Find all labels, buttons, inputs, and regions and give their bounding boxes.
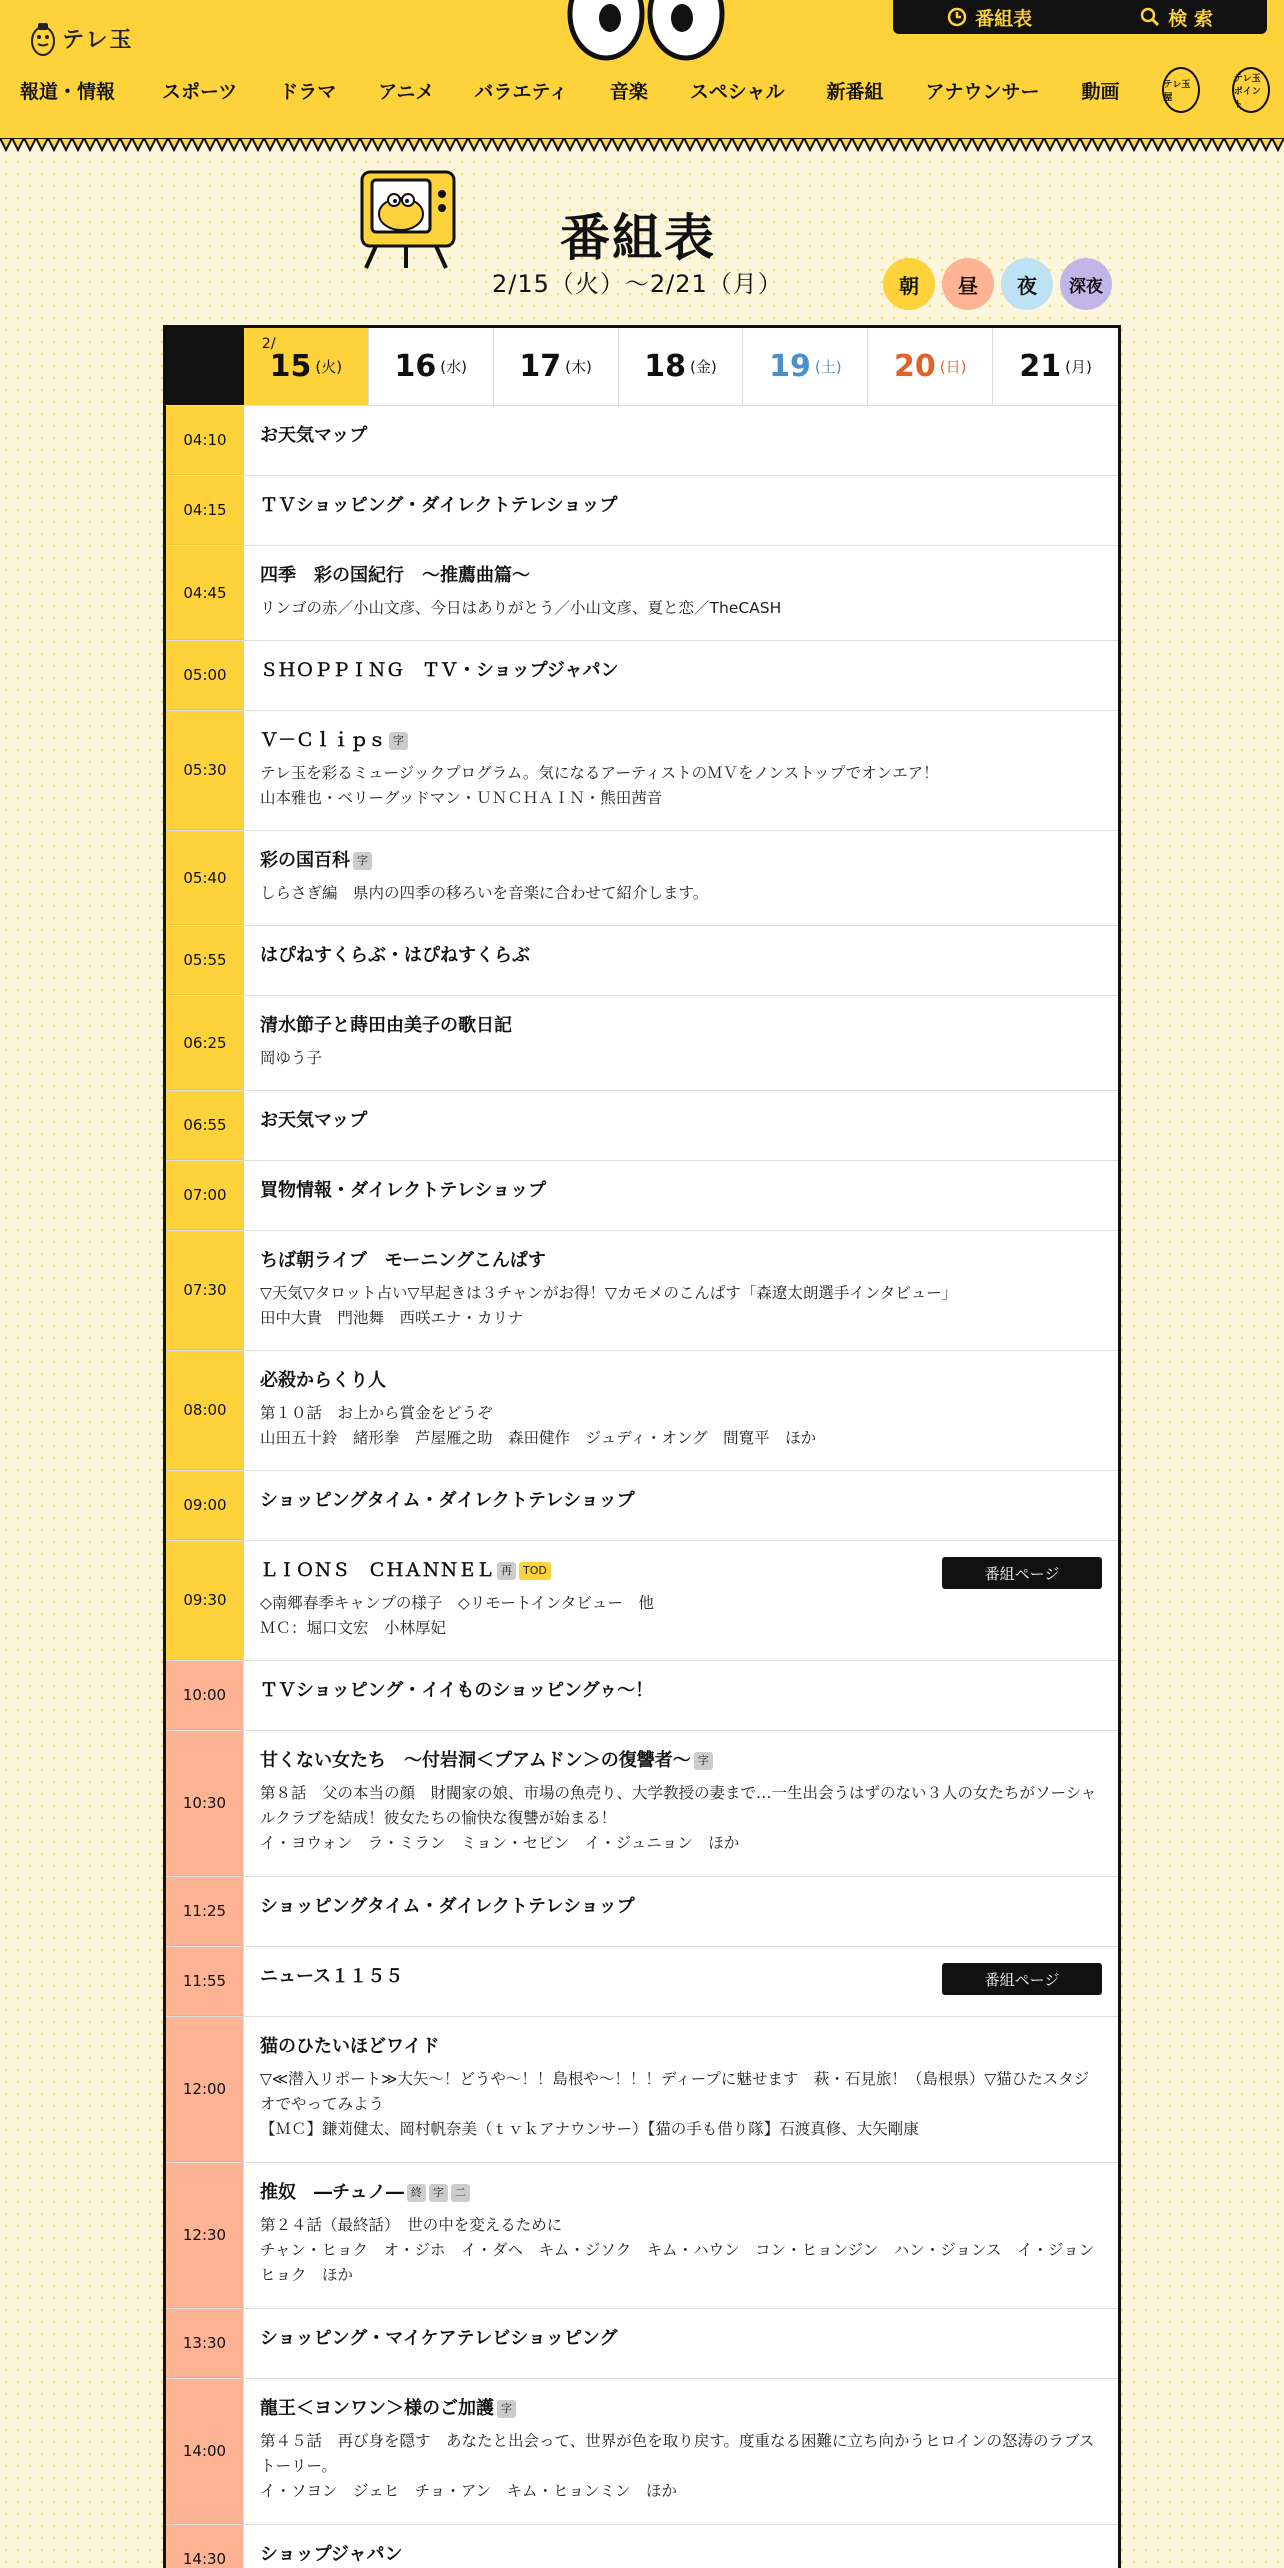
day-tab-weekday: (金) <box>690 358 717 376</box>
program-row <box>166 641 1118 711</box>
program-title[interactable]: 清水節子と蒔田由美子の歌日記 <box>260 1015 512 1036</box>
program-time: 10:30 <box>166 1731 244 1876</box>
program-page-button[interactable]: 番組ページ <box>942 1557 1102 1589</box>
program-row <box>166 1351 1118 1471</box>
program-title[interactable]: ちば朝ライブ モーニングこんぱす <box>260 1250 546 1271</box>
program-title[interactable]: はぴねすくらぶ・はぴねすくらぶ <box>260 945 530 966</box>
program-title[interactable]: お天気マップ <box>260 425 368 446</box>
program-description <box>260 881 1102 906</box>
program-row <box>166 1231 1118 1351</box>
main-nav <box>20 60 1270 120</box>
program-list <box>166 406 1118 2568</box>
program-description-line: イ・ヨウォン ラ・ミラン ミョン・セビン イ・ジュニョン ほか <box>260 1834 740 1853</box>
program-description-line: リンゴの赤／小山文彦、今日はありがとう／小山文彦、夏と恋／TheCASH <box>260 599 782 618</box>
program-title[interactable]: ＳＨＯＰＰＩＮＧ ＴＶ・ショップジャパン <box>260 660 619 681</box>
program-cell[interactable] <box>244 2017 1118 2162</box>
program-badge: 二 <box>451 2184 470 2202</box>
program-title[interactable]: 龍王＜ヨンワン＞様のご加護 <box>260 2398 494 2419</box>
date-range: 2/15（火）〜2/21（月） <box>492 270 783 298</box>
time-of-day-filter <box>883 258 1112 310</box>
program-description <box>260 1281 1102 1331</box>
day-tab-weekday: (月) <box>1065 358 1092 376</box>
program-row <box>166 1091 1118 1161</box>
program-cell[interactable] <box>244 2379 1118 2524</box>
program-badge: TOD <box>519 1562 551 1580</box>
program-time: 08:00 <box>166 1351 244 1470</box>
day-tab-date: 15 <box>269 349 312 384</box>
program-cell[interactable] <box>244 1231 1118 1350</box>
day-tab-date: 17 <box>519 349 562 384</box>
program-cell[interactable] <box>244 1731 1118 1876</box>
tod-morning-button[interactable]: 朝 <box>883 258 935 310</box>
program-time: 06:55 <box>166 1091 244 1160</box>
mascot-eyes-icon <box>566 0 726 62</box>
site-logo[interactable] <box>30 18 134 58</box>
program-time: 05:00 <box>166 641 244 710</box>
teletama-point-icon[interactable] <box>1232 67 1270 113</box>
program-description-line: イ・ソヨン ジェヒ チョ・アン キム・ヒョンミン ほか <box>260 2482 677 2501</box>
program-time: 04:15 <box>166 476 244 545</box>
program-title[interactable]: 猫のひたいほどワイド <box>260 2036 440 2057</box>
program-title[interactable]: ニュース１１５５ <box>260 1966 404 1987</box>
tod-latenight-button[interactable]: 深夜 <box>1060 258 1112 310</box>
program-description-line: ▽≪潜入リポート≫大矢～！どうや～！！島根や～！！！ディープに魅せます 萩・石見旅！（島根県）▽猫ひたスタジオでやってみよう <box>260 2070 1090 2114</box>
nav-variety[interactable]: バラエティ <box>474 80 568 103</box>
nav-drama[interactable]: ドラマ <box>279 80 337 103</box>
program-time: 12:30 <box>166 2163 244 2308</box>
program-description-line: 第１０話 お上から賞金をどうぞ <box>260 1404 493 1423</box>
program-time: 04:45 <box>166 546 244 640</box>
teletama-point-label: テレ玉ポイント <box>1233 73 1261 110</box>
program-row <box>166 1471 1118 1541</box>
nav-news[interactable]: 報道・情報 <box>20 80 116 103</box>
teletama-shop-label: テレ玉屋 <box>1163 80 1191 103</box>
program-description-line: 田中大貴 門池舞 西咲エナ・カリナ <box>260 1309 524 1328</box>
nav-music[interactable]: 音楽 <box>609 80 648 103</box>
nav-video[interactable]: 動画 <box>1081 80 1120 103</box>
program-description-line: しらさぎ編 県内の四季の移ろいを音楽に合わせて紹介します。 <box>260 884 709 903</box>
nav-new-programs[interactable]: 新番組 <box>826 80 884 103</box>
day-tab-20[interactable] <box>868 328 993 405</box>
day-tabs-corner <box>166 328 244 405</box>
program-time: 14:30 <box>166 2525 244 2568</box>
program-description <box>260 761 1102 811</box>
program-cell[interactable] <box>244 546 1118 640</box>
day-tab-16[interactable] <box>369 328 494 405</box>
program-title[interactable]: ＴＶショッピング・ダイレクトテレショップ <box>260 495 618 516</box>
program-time: 05:40 <box>166 831 244 925</box>
teletama-shop-icon[interactable] <box>1162 67 1200 113</box>
day-tab-date: 16 <box>394 349 437 384</box>
program-description-line: ◇南郷春季キャンプの様子 ◇リモートインタビュー 他 <box>260 1594 654 1613</box>
day-tab-18[interactable] <box>619 328 744 405</box>
program-cell[interactable] <box>244 1161 1118 1230</box>
program-page-button[interactable]: 番組ページ <box>942 1963 1102 1995</box>
day-tab-weekday: (火) <box>315 358 343 376</box>
program-description <box>260 2067 1102 2142</box>
program-time: 11:55 <box>166 1947 244 2016</box>
logo-text: テレ玉 <box>62 27 134 53</box>
program-description-line: テレ玉を彩るミュージックプログラム。気になるアーティストのＭＶをノンストップでオンエア！ <box>260 764 939 783</box>
day-tab-weekday: (水) <box>440 358 467 376</box>
program-title[interactable]: ショップジャパン <box>260 2544 403 2565</box>
program-badge: 字 <box>353 852 372 870</box>
program-cell[interactable] <box>244 2309 1118 2378</box>
program-cell[interactable] <box>244 1661 1118 1730</box>
program-title[interactable]: ショッピングタイム・ダイレクトテレショップ <box>260 1896 635 1917</box>
program-description-line: 山本雅也・ベリーグッドマン・ＵＮＣＨＡＩＮ・熊田茜音 <box>260 789 663 808</box>
program-cell[interactable] <box>244 1947 1118 2016</box>
program-cell[interactable] <box>244 2525 1118 2568</box>
search-icon <box>1140 7 1160 27</box>
tetama-mascot-icon <box>30 19 56 57</box>
program-title[interactable]: 四季 彩の国紀行 ～推薦曲篇～ <box>260 565 530 586</box>
nav-announcers[interactable]: アナウンサー <box>925 80 1040 103</box>
program-time: 09:00 <box>166 1471 244 1540</box>
day-tab-15[interactable] <box>244 328 369 405</box>
schedule-link-label: 番組表 <box>975 7 1033 30</box>
program-description-line: 第４５話 再び身を隠す あなたと出会って、世界が色を取り戻す。度重なる困難に立ち向かうヒロインの怒涛のラブストーリー。 <box>260 2432 1095 2476</box>
program-description <box>260 1046 1102 1071</box>
program-row <box>166 1731 1118 1877</box>
program-cell[interactable] <box>244 406 1118 475</box>
program-time: 07:00 <box>166 1161 244 1230</box>
program-title[interactable]: ショッピング・マイケアテレビショッピング <box>260 2328 618 2349</box>
program-badge: 再 <box>497 1562 516 1580</box>
program-cell[interactable] <box>244 641 1118 710</box>
program-row <box>166 2163 1118 2309</box>
day-tab-date: 18 <box>644 349 686 384</box>
program-badge: 字 <box>389 732 408 750</box>
page-title: 番組表 <box>560 209 716 267</box>
program-cell[interactable] <box>244 711 1118 830</box>
program-title[interactable]: 彩の国百科 <box>260 850 350 871</box>
program-row <box>166 711 1118 831</box>
program-title[interactable]: お天気マップ <box>260 1110 368 1131</box>
day-tab-date: 20 <box>894 349 936 384</box>
program-row <box>166 1541 1118 1661</box>
program-cell[interactable] <box>244 1351 1118 1470</box>
program-badge: 字 <box>694 1752 713 1770</box>
site-header <box>0 0 1284 140</box>
program-schedule <box>163 325 1121 2568</box>
program-cell[interactable] <box>244 1541 1118 1660</box>
day-tab-21[interactable] <box>993 328 1118 405</box>
day-tab-month: 2/ <box>261 336 276 352</box>
tod-night-button[interactable]: 夜 <box>1001 258 1053 310</box>
program-cell[interactable] <box>244 926 1118 995</box>
day-tab-date: 19 <box>769 349 811 384</box>
program-row <box>166 831 1118 926</box>
program-description-line: ＭＣ：堀口文宏 小林厚妃 <box>260 1619 447 1638</box>
tv-mascot-icon <box>352 168 462 270</box>
top-utility-bar <box>893 0 1267 34</box>
program-time: 07:30 <box>166 1231 244 1350</box>
program-time: 04:10 <box>166 406 244 475</box>
program-title[interactable]: Ｖ－Ｃｌｉｐｓ <box>260 730 386 751</box>
search-link-label: 検 索 <box>1168 7 1213 30</box>
program-time: 14:00 <box>166 2379 244 2524</box>
program-title[interactable]: 買物情報・ダイレクトテレショップ <box>260 1180 547 1201</box>
program-badge: 字 <box>497 2400 516 2418</box>
program-row <box>166 1947 1118 2017</box>
program-description-line: チャン・ヒョク オ・ジホ イ・ダヘ キム・ジソク キム・ハウン コン・ヒョンジン ハン・ジョンス イ・ジョンヒョク ほか <box>260 2241 1095 2285</box>
search-link[interactable] <box>1140 4 1213 31</box>
program-row <box>166 406 1118 476</box>
program-row <box>166 1661 1118 1731</box>
program-badge: 字 <box>429 2184 448 2202</box>
program-title[interactable]: ＴＶショッピング・イイものショッピングゥ～！ <box>260 1680 654 1701</box>
program-time: 05:30 <box>166 711 244 830</box>
program-description-line: 第２４話（最終話） 世の中を変えるために <box>260 2216 563 2235</box>
program-description-line: 第８話 父の本当の顔 財閥家の娘、市場の魚売り、大学教授の妻まで…一生出会うはずのない３人の女たちがソーシャルクラブを結成！彼女たちの愉快な復讐が始まる！ <box>260 1784 1097 1828</box>
program-title[interactable]: ＬＩＯＮＳ ＣＨＡＮＮＥＬ <box>260 1560 494 1581</box>
program-row <box>166 926 1118 996</box>
day-tabs <box>166 328 1118 406</box>
program-description-line: 【ＭＣ】鎌苅健太、岡村帆奈美（ｔｖｋアナウンサー）【猫の手も借り隊】石渡真修、大矢剛康 <box>260 2120 919 2139</box>
program-description-line: 岡ゆう子 <box>260 1049 323 1068</box>
program-row <box>166 2379 1118 2525</box>
day-tab-17[interactable] <box>494 328 619 405</box>
nav-special[interactable]: スペシャル <box>689 80 785 103</box>
program-cell[interactable] <box>244 476 1118 545</box>
program-cell[interactable] <box>244 831 1118 925</box>
program-row <box>166 996 1118 1091</box>
program-row <box>166 476 1118 546</box>
day-tab-date: 21 <box>1019 349 1062 384</box>
program-row <box>166 2017 1118 2163</box>
program-row <box>166 2525 1118 2568</box>
program-description-line: 山田五十鈴 緒形拳 芦屋雁之助 森田健作 ジュディ・オング 間寛平 ほか <box>260 1429 817 1448</box>
program-row <box>166 2309 1118 2379</box>
header-zigzag-edge <box>0 138 1284 152</box>
program-description <box>260 2213 1102 2288</box>
program-time: 09:30 <box>166 1541 244 1660</box>
program-description <box>260 2429 1102 2504</box>
program-time: 12:00 <box>166 2017 244 2162</box>
day-tab-19[interactable] <box>743 328 868 405</box>
program-row <box>166 1161 1118 1231</box>
program-cell[interactable] <box>244 1471 1118 1540</box>
day-tab-weekday: (木) <box>565 358 592 376</box>
nav-anime[interactable]: アニメ <box>378 80 435 103</box>
program-badge: 終 <box>407 2184 426 2202</box>
program-row <box>166 1877 1118 1947</box>
program-cell[interactable] <box>244 1877 1118 1946</box>
day-tab-weekday: (土) <box>814 358 842 376</box>
program-time: 06:25 <box>166 996 244 1090</box>
program-description-line: ▽天気▽タロット占い▽早起きは３チャンがお得！▽カモメのこんぱす「森遼太朗選手インタビュー」 <box>260 1284 958 1303</box>
program-description <box>260 1591 1102 1641</box>
day-tab-weekday: (日) <box>939 358 967 376</box>
schedule-link[interactable] <box>947 4 1032 31</box>
program-title[interactable]: 甘くない女たち ～付岩洞＜プアムドン＞の復讐者～ <box>260 1750 691 1771</box>
program-description <box>260 1401 1102 1451</box>
tod-daytime-button[interactable]: 昼 <box>942 258 994 310</box>
program-time: 10:00 <box>166 1661 244 1730</box>
program-time: 13:30 <box>166 2309 244 2378</box>
program-cell[interactable] <box>244 1091 1118 1160</box>
program-cell[interactable] <box>244 996 1118 1090</box>
nav-sports[interactable]: スポーツ <box>162 80 238 103</box>
program-title[interactable]: 必殺からくり人 <box>260 1370 386 1391</box>
program-cell[interactable] <box>244 2163 1118 2308</box>
program-description <box>260 596 1102 621</box>
program-title[interactable]: 推奴 ―チュノ― <box>260 2182 404 2203</box>
program-time: 11:25 <box>166 1877 244 1946</box>
clock-icon <box>947 7 967 27</box>
program-title[interactable]: ショッピングタイム・ダイレクトテレショップ <box>260 1490 635 1511</box>
program-time: 05:55 <box>166 926 244 995</box>
program-row <box>166 546 1118 641</box>
program-description <box>260 1781 1102 1856</box>
